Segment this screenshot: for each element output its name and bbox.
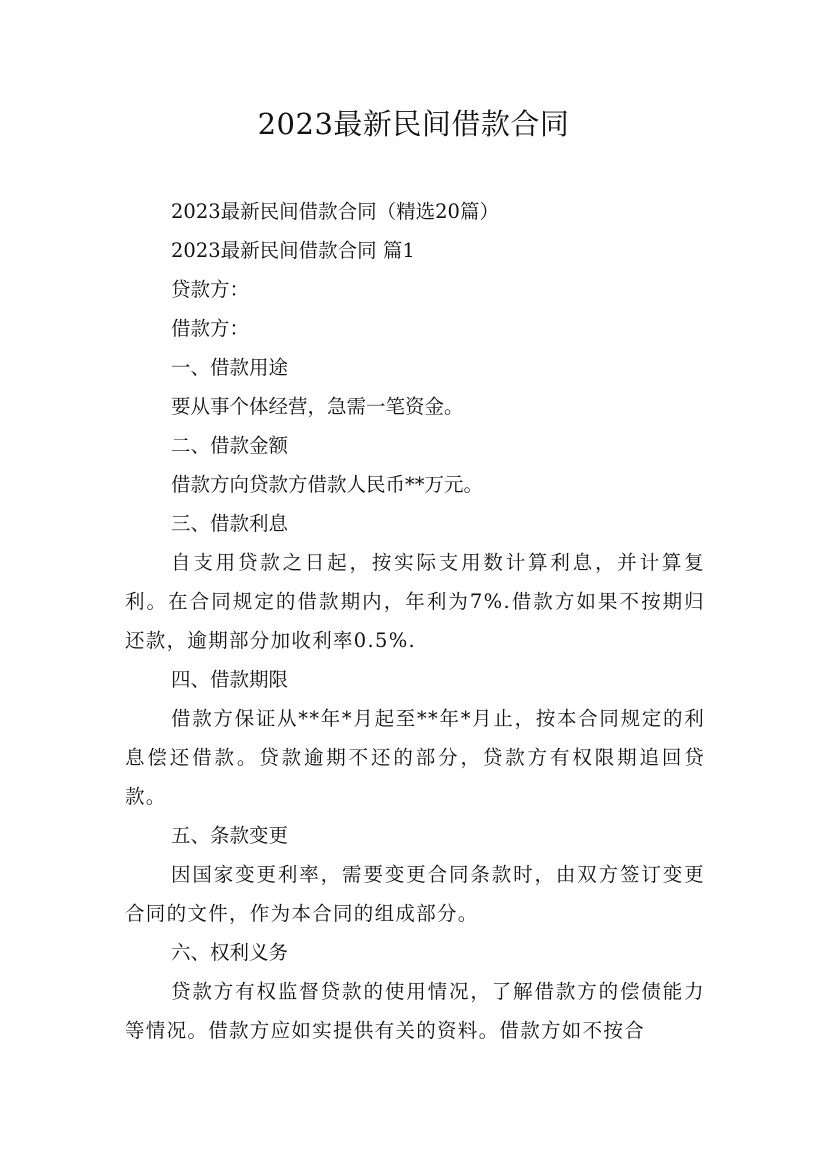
clause-text-interest: 自支用贷款之日起，按实际支用数计算利息，并计算复利。在合同规定的借款期内，年利为7%.借款方如果不按期归还款，逾期部分加收利率0.5%.	[125, 551, 705, 652]
clause-heading-term: 四、借款期限	[171, 668, 289, 691]
subtitle-line: 2023最新民间借款合同（精选20篇）	[171, 200, 499, 223]
document-body	[125, 192, 705, 1050]
section-heading-piece: 2023最新民间借款合同 篇1	[171, 239, 415, 262]
clause-text-amount: 借款方向贷款方借款人民币**万元。	[171, 473, 484, 496]
clause-heading-amount: 二、借款金额	[171, 434, 289, 457]
borrower-label: 借款方：	[171, 317, 250, 340]
clause-text-change: 因国家变更利率，需要变更合同条款时，由双方签订变更合同的文件，作为本合同的组成部分。	[125, 863, 705, 925]
clause-heading-change: 五、条款变更	[171, 824, 289, 847]
clause-text-rights: 贷款方有权监督贷款的使用情况，了解借款方的偿债能力等情况。借款方应如实提供有关的资料。借款方如不按合	[125, 980, 705, 1042]
clause-heading-interest: 三、借款利息	[171, 512, 289, 535]
document-title: 2023最新民间借款合同	[257, 107, 570, 141]
clause-heading-rights: 六、权利义务	[171, 941, 289, 964]
lender-label: 贷款方：	[171, 278, 250, 301]
clause-text-purpose: 要从事个体经营，急需一笔资金。	[171, 395, 464, 418]
clause-text-term: 借款方保证从**年*月起至**年*月止，按本合同规定的利息偿还借款。贷款逾期不还的部分，贷款方有权限期追回贷款。	[125, 707, 705, 808]
clause-heading-purpose: 一、借款用途	[171, 356, 289, 379]
